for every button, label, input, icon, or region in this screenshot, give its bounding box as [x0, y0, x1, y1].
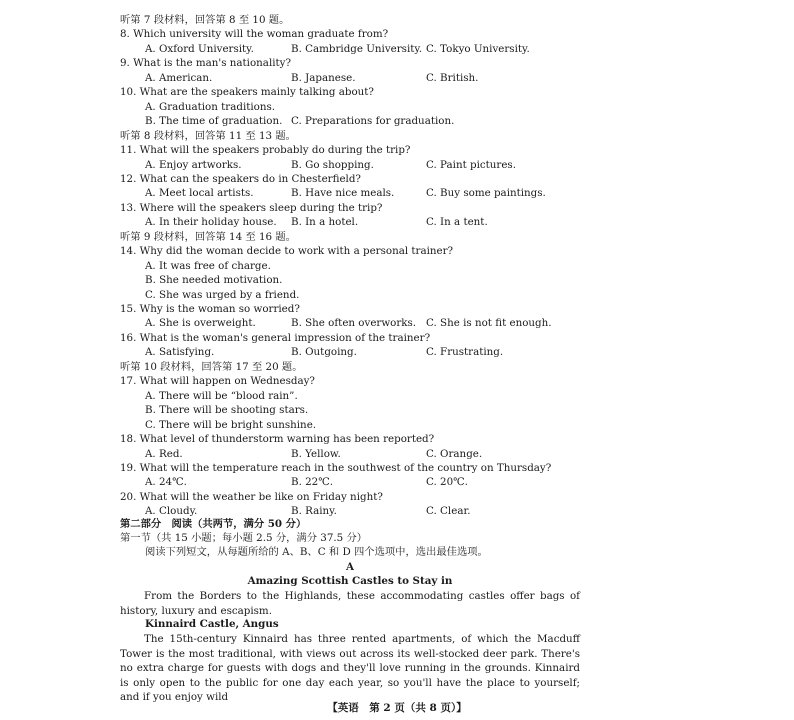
answer-option: C. There will be bright sunshine. — [145, 418, 317, 431]
answer-option: C. She was urged by a friend. — [145, 288, 300, 301]
answer-options-row — [0, 115, 794, 128]
answer-options-row — [0, 187, 794, 200]
answer-option: A. 24℃. — [145, 476, 187, 489]
answer-option: B. Go shopping. — [291, 158, 374, 171]
answer-option: B. Outgoing. — [291, 346, 357, 359]
answer-option: C. Preparations for graduation. — [291, 115, 455, 128]
answer-option: C. Orange. — [426, 447, 483, 460]
section-instruction: 听第 10 段材料，回答第 17 至 20 题。 — [120, 360, 303, 373]
question: 16. What is the woman's general impression of the trainer? — [120, 331, 431, 344]
question: 10. What are the speakers mainly talking about? — [120, 86, 374, 99]
answer-option: A. Enjoy artworks. — [145, 158, 242, 171]
question: 19. What will the temperature reach in the southwest of the country on Thursday? — [120, 461, 552, 474]
question: 8. Which university will the woman graduate from? — [120, 28, 389, 41]
question: 12. What can the speakers do in Chesterfield? — [120, 172, 361, 185]
question: 15. Why is the woman so worried? — [120, 303, 300, 315]
answer-option: C. Frustrating. — [426, 346, 504, 359]
answer-option: A. In their holiday house. — [145, 216, 277, 229]
answer-options-row — [0, 448, 794, 461]
section-instruction: 听第 7 段材料，回答第 8 至 10 题。 — [120, 14, 290, 26]
question: 17. What will happen on Wednesday? — [120, 375, 315, 388]
answer-option: B. Rainy. — [291, 505, 337, 518]
question: 18. What level of thunderstorm warning has been reported? — [120, 433, 435, 446]
section1-label: 第一节（共 15 小题；每小题 2.5 分，满分 37.5 分） — [120, 532, 368, 544]
answer-option: A. Satisfying. — [145, 346, 215, 359]
section-instruction: 听第 8 段材料，回答第 11 至 13 题。 — [120, 129, 296, 142]
answer-option: B. In a hotel. — [291, 216, 359, 229]
answer-option: A. It was free of charge. — [145, 259, 271, 272]
passage-intro: From the Borders to the Highlands, these accommodating castles offer bags of history, luxury and escapism. — [120, 590, 580, 617]
answer-options-row — [0, 505, 794, 518]
answer-options-row — [0, 346, 794, 359]
answer-option: C. Clear. — [426, 505, 471, 518]
answer-option: A. She is overweight. — [145, 317, 256, 330]
question: 20. What will the weather be like on Friday night? — [120, 490, 383, 503]
passage-body: The 15th-century Kinnaird has three rented apartments, of which the Macduff Tower is the most traditional, with views out across its well-stocked deer park. There's no extra charge for guests with dogs and they'll love running in the grounds. Kinnaird is only open to the public for one day each year, so you'll have the place to yourself; and if you enjoy wild — [120, 633, 580, 703]
answer-option: B. Japanese. — [291, 71, 356, 84]
question: 13. Where will the speakers sleep during the trip? — [120, 201, 383, 214]
answer-option: C. 20℃. — [426, 476, 468, 489]
answer-option: C. Paint pictures. — [426, 158, 516, 171]
reading-instruction: 阅读下列短文，从每题所给的 A、B、C 和 D 四个选项中，选出最佳选项。 — [145, 546, 488, 558]
question: 11. What will the speakers probably do during the trip? — [120, 144, 411, 157]
answer-option: A. Meet local artists. — [145, 187, 254, 200]
answer-option: B. 22℃. — [291, 476, 334, 489]
answer-option: C. British. — [426, 71, 479, 84]
question: 14. Why did the woman decide to work with a personal trainer? — [120, 245, 454, 258]
answer-option: B. The time of graduation. — [145, 115, 283, 128]
part2-heading: 第二部分 阅读（共两节，满分 50 分） — [120, 518, 307, 530]
answer-options-row — [0, 72, 794, 85]
answer-option: B. Cambridge University. — [291, 42, 423, 55]
answer-options-row — [0, 476, 794, 489]
page-footer: 【英语 第 2 页（共 8 页）】 — [327, 702, 467, 714]
answer-option: B. Have nice meals. — [291, 187, 395, 200]
answer-option: C. Buy some paintings. — [426, 187, 546, 200]
section-instruction: 听第 9 段材料，回答第 14 至 16 题。 — [120, 230, 296, 243]
passage-title: Amazing Scottish Castles to Stay in — [247, 575, 453, 587]
answer-option: B. She often overworks. — [291, 317, 417, 330]
passage-letter: A — [346, 561, 354, 573]
answer-option: B. There will be shooting stars. — [145, 404, 309, 417]
answer-option: C. She is not fit enough. — [426, 317, 552, 330]
answer-options-row — [0, 159, 794, 172]
answer-option: A. Cloudy. — [145, 505, 198, 518]
answer-options-row — [0, 317, 794, 330]
question: 9. What is the man's nationality? — [120, 57, 292, 70]
answer-option: C. Tokyo University. — [426, 42, 530, 55]
answer-option: A. Oxford University. — [145, 42, 254, 55]
answer-option: B. Yellow. — [291, 447, 341, 460]
answer-option: B. She needed motivation. — [145, 274, 283, 287]
answer-option: C. In a tent. — [426, 216, 488, 229]
answer-option: A. There will be “blood rain”. — [145, 389, 298, 402]
answer-options-row — [0, 216, 794, 229]
answer-option: A. American. — [145, 71, 213, 84]
passage-subheading: Kinnaird Castle, Angus — [145, 618, 279, 630]
answer-option: A. Graduation traditions. — [145, 100, 276, 113]
answer-option: A. Red. — [145, 447, 183, 460]
answer-options-row — [0, 43, 794, 56]
